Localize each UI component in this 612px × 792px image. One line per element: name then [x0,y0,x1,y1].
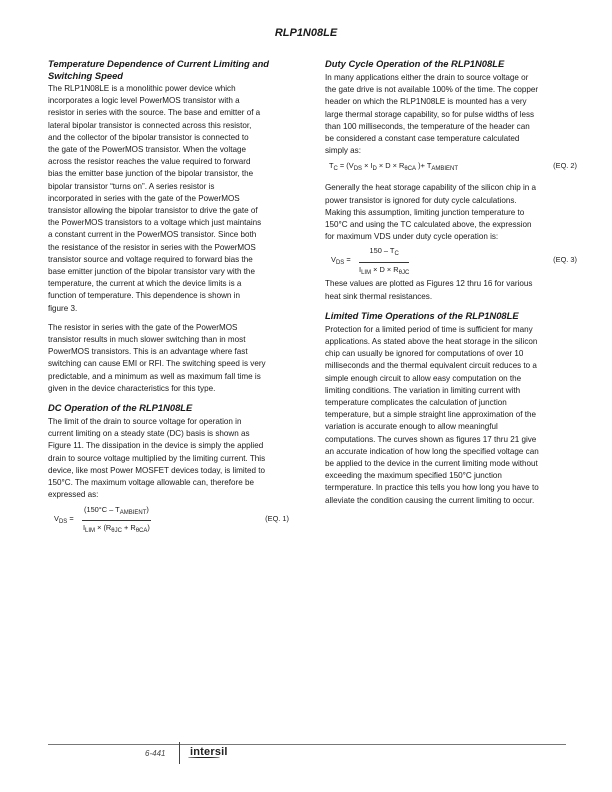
text-line: simple enough circuit to allow easy computation on the [325,373,522,383]
text-line: incorporated in series with the gate of the PowerMOS [48,193,240,203]
eq-sub: LIM [85,527,96,534]
text-line: expressed as: [48,490,99,500]
text-line: lateral bipolar transistor is connected across this resistor, [48,120,252,130]
eq-text: I [359,264,362,274]
text-line: the gate of the PowerMOS transistor. When the voltage [48,145,246,155]
text-line: transistor allowing the bipolar transistor to drive the gate of [48,206,258,216]
text-line: an accurate indication of how long the specified voltage can [325,446,539,456]
eq-text: = [67,513,74,523]
text-line: temperature, the current at which the device limits is a [48,279,242,289]
text-line: Figure 11. The dissipation in the device is simply the applied [48,441,264,451]
eq-sub: AMBIENT [431,166,458,173]
text-line: exceeding the maximum specified 150°C junction [325,471,502,481]
paragraph [48,416,293,501]
equation-number: (EQ. 2) [553,161,577,171]
eq-sub: θJC [111,527,122,534]
text-line: resistor in series with the source. The base and emitter of a [48,108,261,118]
text-line: than 100 milliseconds, the temperature of the header can [325,121,530,131]
paragraph [325,72,587,157]
eq-text: × D × R [371,264,399,274]
section-heading [325,58,587,70]
paragraph [48,322,293,395]
text-line: temperature, but a simple straight line approximation of the [325,410,536,420]
eq-text: T [329,161,334,171]
paragraph [325,324,587,507]
text-line: Duty Cycle Operation of the RLP1N08LE [325,58,505,69]
page-number: 6-441 [145,749,166,758]
text-line: chip can usually be ignored for computations of over 10 [325,349,524,359]
eq-sub: AMBIENT [119,509,147,516]
text-line: applications. As stated above the heat storage in the silicon [325,337,538,347]
text-line: Generally the heat storage capability of the silicon chip in a [325,183,537,193]
equation-fraction [359,245,409,278]
eq-text: = (V [337,161,354,171]
footer-rule [48,744,566,745]
text-line: temperature complicates the calculation of junction [325,398,507,408]
eq-sub: DS [335,260,345,267]
text-line: bias the emitter base junction of the bipolar transistor, the [48,169,254,179]
text-line: The resistor in series with the gate of the PowerMOS [48,322,238,332]
eq-sub: θJC [398,269,410,276]
text-line: a constant current in the PowerMOS transistor. Since both [48,230,257,240]
eq-sub: C [394,251,399,258]
text-line: the gate drive is not available 100% of the time. The copper [325,85,539,95]
text-line: These values are plotted as Figures 12 thru 16 for various [325,279,533,289]
text-line: transistor source and voltage required to forward bias the [48,254,253,264]
text-line: computations. The curves shown as figures 17 thru 21 give [325,434,537,444]
text-line: device, like most Power MOSFET devices today, is limited to [48,465,265,475]
text-line: switching can cause EMI or RFI. The switching speed is very [48,359,266,369]
text-line: for maximum VDS under duty cycle operation is: [325,232,499,242]
eq-sub: DS [353,166,363,173]
equation-lhs [54,513,74,528]
page-header-title: RLP1N08LE [274,27,338,39]
text-line: simply as: [325,146,361,156]
text-line: be applied to the device in the current limiting mode without [325,459,538,469]
text-line: Limited Time Operations of the RLP1N08LE [325,309,519,321]
text-line: 150°C. The maximum voltage allowable can, therefore be [48,478,254,488]
eq-sub: D [372,166,377,173]
equation-1 [48,502,293,532]
text-line: base emitter junction of the bipolar transistor vary with the [48,267,255,277]
equation-number: (EQ. 1) [265,513,289,523]
text-line: across the resistor reaches the value required to forward [48,157,251,167]
equation-2 [325,157,587,175]
denominator [359,263,409,279]
text-line: transistor results in much slower switching than in most [48,335,246,345]
eq-text: ) [146,504,149,514]
eq-sub: θCA [404,166,417,173]
text-line: drain to source voltage multiplied by the limiting current. This [48,453,266,463]
equation-3 [325,243,587,276]
text-line: given in the device characteristics for this type. [48,383,216,393]
eq-sub: θCA [135,527,148,534]
text-line: and the collector of the bipolar transistor is connected to [48,132,249,142]
eq-text: )+ T [416,161,432,171]
eq-text: × I [362,161,373,171]
text-line: PowerMOS transistors. This is an advantage where fast [48,347,248,357]
text-line: Making this assumption, limiting junction temperature to [325,207,525,217]
text-line: power transistor is ignored for duty cycle calculations. [325,195,517,205]
text-line: Protection for a limited period of time is sufficient for many [325,324,533,334]
intersil-logo: intersil [190,746,228,758]
text-line: header on which the RLP1N08LE is mounted has a very [325,97,527,107]
text-line: be considered a constant case temperature calculated [325,134,520,144]
numerator [359,245,409,262]
text-line: milliseconds and the thermal equivalent circuit reduces to a [325,361,537,371]
eq-text: (150°C – T [84,504,120,514]
equation-fraction [82,504,151,537]
text-line: Temperature Dependence of Current Limiting and [48,58,270,69]
text-line: current limiting on a steady state (DC) basis is shown as [48,429,250,439]
paragraph [48,83,293,315]
eq-sub: C [333,166,338,173]
text-line: large thermal storage capability, so for pulse widths of less [325,109,535,119]
text-line: the PowerMOS transistors to a voltage which just maintains [48,218,262,228]
text-line: The limit of the drain to source voltage for operation in [48,417,242,427]
text-line: alleviate the condition causing the current limiting to occur. [325,495,535,505]
text-line: The RLP1N08LE is a monolithic power device which [48,84,236,93]
text-line: figure 3. [48,303,78,313]
equation-number: (EQ. 3) [553,255,577,265]
equation-body [329,160,458,175]
text-line: incorporates a logic level PowerMOS transistor with a [48,96,240,106]
left-column [48,58,293,532]
text-line: predictable, and a minimum as well as maximum fall time is [48,371,261,381]
eq-text: V [54,513,59,523]
text-line: In many applications either the drain to source voltage or [325,73,529,82]
eq-text: × (R [95,522,112,532]
eq-text: I [82,522,86,532]
eq-text: + R [121,522,136,532]
equation-lhs: $V_{DS}$ = [331,255,351,267]
text-line: termperature. In practice this tells you how long you have to [325,483,539,493]
numerator [82,504,151,521]
right-column [325,58,587,514]
text-line: 150°C and using the TC calculated above, the expression [325,220,532,230]
text-line: the resistance of the resistor in series with the PowerMOS [48,242,256,252]
eq-text: V [331,255,336,265]
text-line: Switching Speed [48,70,124,81]
text-line: bipolar transistor “turns on”. A series resistor is [48,181,215,191]
eq-sub: LIM [361,269,372,276]
section-heading [325,310,587,322]
eq-sub: DS [58,518,68,525]
eq-text: ) [147,522,150,532]
text-line: function of temperature. This dependence is shown in [48,291,240,301]
text-line: limiting conditions. The variation in limiting current with [325,385,521,395]
text-line: DC Operation of the RLP1N08LE [48,402,193,414]
denominator [82,521,151,537]
text-line: variation is accurate enough to allow meaningful [325,422,498,432]
text-line: heat sink thermal resistances. [325,291,433,301]
eq-text: 150 – T [369,246,395,256]
section-heading [48,402,293,414]
paragraph [325,182,587,243]
paragraph [325,278,587,302]
eq-text: × D × R [376,161,405,171]
footer-divider [179,742,180,764]
section-heading [48,58,293,82]
